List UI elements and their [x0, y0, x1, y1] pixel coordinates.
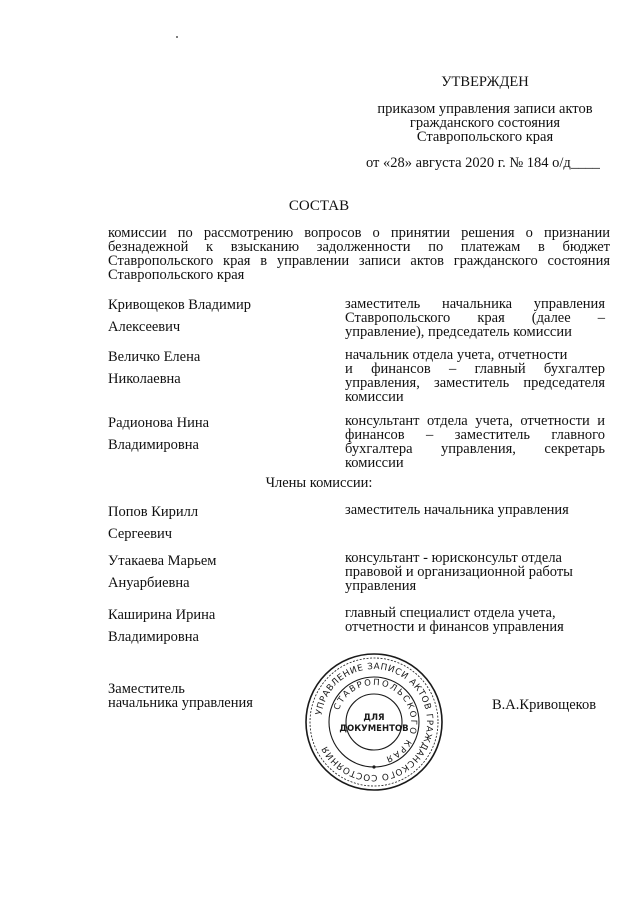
signer-position-line-1: Заместитель — [108, 681, 185, 697]
person-surname-name: Каширина Ирина — [108, 607, 216, 623]
seal-center-line-2: ДОКУМЕНТОВ — [339, 724, 409, 734]
person-patronymic: Николаевна — [108, 371, 181, 387]
signer-name: В.А.Кривощеков — [492, 697, 597, 713]
person-patronymic: Владимировна — [108, 437, 199, 453]
intro-line-2: безнадежной к взысканию задолженности по платежам в бюджет — [108, 239, 610, 255]
official-seal-stamp — [301, 649, 447, 795]
person-patronymic: Алексеевич — [108, 319, 181, 335]
role-line: правовой и организационной работы — [345, 564, 573, 580]
role-line: комиссии — [345, 389, 404, 405]
approved-heading: УТВЕРЖДЕН — [441, 74, 529, 90]
role-line: комиссии — [345, 455, 404, 471]
signer-position-line-2: начальника управления — [108, 695, 253, 711]
person-name — [108, 412, 318, 456]
role-line: бухгалтера управления, секретарь — [345, 441, 605, 457]
person-patronymic: Сергеевич — [108, 526, 173, 542]
scan-speck — [176, 36, 178, 38]
seal-dot — [372, 765, 375, 768]
person-surname-name: Кривощеков Владимир — [108, 297, 251, 313]
role-line: консультант - юрисконсульт отдела — [345, 550, 562, 566]
role-line: и финансов – главный бухгалтер — [345, 361, 605, 377]
member-name — [108, 604, 318, 648]
person-surname-name: Попов Кирилл — [108, 504, 199, 520]
seal-center-line-1: ДЛЯ — [363, 713, 385, 723]
document-title: СОСТАВ — [288, 198, 350, 214]
seal-ring-text: СТАВРОПОЛЬСКОГО КРАЯ — [332, 677, 419, 765]
role-line: Ставропольского края (далее – — [345, 310, 605, 326]
person-role — [345, 414, 605, 470]
person-role — [345, 297, 605, 339]
role-line: финансов – заместитель главного — [345, 427, 605, 443]
role-line: управления, заместитель председателя — [345, 375, 605, 391]
role-line: заместитель начальника управления — [345, 502, 569, 518]
person-patronymic: Ануарбиевна — [108, 575, 190, 591]
role-line: отчетности и финансов управления — [345, 619, 564, 635]
order-line-3: Ставропольского края — [416, 129, 554, 145]
intro-line-3: Ставропольского края в управлении записи актов гражданского состояния — [108, 253, 610, 269]
role-line: заместитель начальника управления — [345, 296, 605, 312]
role-line: управления — [345, 578, 417, 594]
person-role — [345, 348, 605, 404]
person-name — [108, 294, 318, 338]
member-name — [108, 501, 318, 545]
members-heading: Члены комиссии: — [265, 475, 373, 491]
role-line: начальник отдела учета, отчетности — [345, 347, 568, 363]
intro-line-4: Ставропольского края — [108, 267, 245, 283]
member-role — [345, 551, 605, 593]
member-name — [108, 550, 318, 594]
role-line: консультант отдела учета, отчетности и — [345, 413, 605, 429]
person-name — [108, 346, 318, 390]
intro-line-1: комиссии по рассмотрению вопросов о принятии решения о признании — [108, 225, 610, 241]
member-role — [345, 606, 605, 634]
member-role — [345, 503, 605, 517]
person-surname-name: Радионова Нина — [108, 415, 210, 431]
seal-outer-text: УПРАВЛЕНИЕ ЗАПИСИ АКТОВ ГРАЖДАНСКОГО СОСТОЯНИЯ — [314, 661, 435, 783]
order-line-1: приказом управления записи актов — [377, 101, 593, 117]
role-line: управление), председатель комиссии — [345, 324, 572, 340]
person-surname-name: Утакаева Марьем — [108, 553, 217, 569]
order-line-2: гражданского состояния — [409, 115, 561, 131]
person-patronymic: Владимировна — [108, 629, 199, 645]
person-surname-name: Величко Елена — [108, 349, 201, 365]
role-line: главный специалист отдела учета, — [345, 605, 556, 621]
order-date: от «28» августа 2020 г. № 184 о/д____ — [366, 155, 600, 171]
